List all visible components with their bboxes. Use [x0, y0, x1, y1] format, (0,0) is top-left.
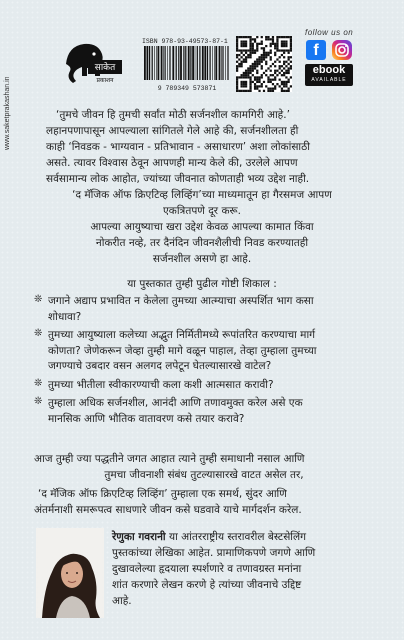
publisher-logo	[58, 34, 128, 90]
intro-quote: ‘तुमचे जीवन हि तुमची सर्वांत मोठी सर्जनशील कामगिरी आहे.’	[56, 109, 290, 121]
list-item	[34, 294, 317, 325]
qr-code[interactable]	[236, 36, 292, 92]
barcode-block	[142, 38, 232, 92]
intro-line: ‘द मॅजिक ऑफ क्रिएटिव्ह लिव्हिंग’च्या माध्यमातून हा गैरसमज आपण	[72, 189, 332, 201]
author-bio-line: दुखावलेल्या हृदयाला स्पर्शणारे व तणावग्रस्त मनांना	[112, 563, 302, 575]
list-item	[34, 328, 317, 375]
follow-us-text: follow us on	[305, 28, 354, 37]
bullet-line: मानसिक आणि भौतिक वातावरण कसे तयार करावे?	[48, 412, 245, 425]
bullet-icon: ❊	[34, 294, 43, 305]
isbn-text: ISBN 978-93-49573-87-1	[142, 38, 228, 45]
intro-line: एकत्रितपणे दूर करू.	[162, 205, 242, 217]
barcode-number: 9 789349 573871	[157, 85, 217, 92]
closing-line: आज तुम्ही ज्या पद्धतीने जगत आहात त्याने तुम्ही समाधानी नसाल आणि	[34, 453, 305, 465]
bullet-line: कोणता? जेणेकरून जेव्हा तुम्ही मागे वळून पाहाल, तेव्हा तुम्हाला तुमच्या	[48, 344, 317, 357]
author-bio-line: पुस्तकांच्या लेखिका आहेत. प्रामाणिकपणे जगणे आणि	[112, 547, 316, 559]
closing-line: अंतर्मनाशी समरूपत्व साधणारे जीवन कसे घडवावे याचे मार्गदर्शन करेल.	[34, 504, 302, 516]
learn-heading: या पुस्तकात तुम्ही पुढील गोष्टी शिकाल :	[127, 278, 277, 290]
closing-line: तुमचा जीवनाशी संबंध तुटल्यासारखे वाटत असेल तर,	[104, 469, 304, 481]
bullet-line: जगाने अद्याप प्रभावित न केलेला तुमच्या आत्म्याचा अस्पर्शित भाग कसा	[48, 295, 314, 307]
closing-line: ‘द मॅजिक ऑफ क्रिएटिव्ह लिव्हिंग’ तुम्हाला एक समर्थ, सुंदर आणि	[38, 488, 287, 500]
ebook-badge[interactable]	[305, 64, 353, 86]
intro-line: सर्जनशील असणे हा आहे.	[152, 253, 252, 265]
bullet-list	[34, 294, 317, 427]
bullet-line: तुमच्या भीतीला स्वीकारण्याची कला कशी आत्मसात करावी?	[48, 378, 274, 391]
intro-line: लहानपणापासून आपल्याला सांगितले गेले आहे की, सर्जनशीलता ही	[46, 125, 299, 137]
ebook-sub: AVAILABLE	[311, 77, 347, 83]
list-item	[34, 396, 317, 427]
bullet-icon: ❊	[34, 328, 43, 339]
author-bio-line: शांत करणारे लेखन करणे हे त्यांच्या जीवनाचे उद्दिष्ट	[112, 579, 302, 591]
author-bio-line: या आंतरराष्ट्रीय स्तरावरील बेस्टसेलिंग	[165, 531, 307, 543]
author-name: रेणुका गवरानी	[112, 531, 166, 543]
intro-line: आपल्या आयुष्याचा खरा उद्देश केवळ आपल्या कामात किंवा	[90, 221, 314, 233]
intro-line: काही ‘निवडक - भाग्यवान - प्रतिभावान - असाधारण’ अशा लोकांसाठी	[46, 141, 310, 153]
bullet-icon: ❊	[34, 377, 43, 389]
publisher-logo-sub: प्रकाशन	[96, 77, 114, 84]
instagram-icon[interactable]	[332, 40, 352, 60]
bullet-line: तुमच्या आयुष्याला कलेच्या अद्भुत निर्मितीमध्ये रूपांतरित करण्याचा मार्ग	[48, 329, 316, 341]
bullet-line: जगण्याचे उबदार वसन अलगद लपेटून घेतल्यासारखे वाटेल?	[48, 360, 272, 372]
bullet-line: शोधावा?	[48, 310, 82, 323]
bullet-icon: ❊	[34, 396, 43, 407]
barcode	[142, 45, 232, 81]
publisher-url: www.saketprakashan.in	[4, 76, 11, 150]
list-item	[34, 378, 317, 394]
publisher-logo-text: साकेत	[94, 63, 116, 73]
bullet-line: तुम्हाला अधिक सर्जनशील, आनंदी आणि तणावमुक्त करेल असे एक	[48, 397, 303, 409]
intro-line: सर्वसामान्य लोक आहोत, ज्यांच्या जीवनात कोणताही भव्य उद्देश नाही.	[46, 173, 310, 185]
ebook-label: ebook	[312, 64, 346, 76]
facebook-icon[interactable]: f	[306, 40, 326, 60]
intro-line: नोकरीत नव्हे, तर दैनंदिन जीवनशैलीची निवड करण्यातही	[95, 237, 309, 249]
intro-line: असते. त्यावर विश्वास ठेवून आपणही मान्य केले की, उरलेले आपण	[46, 157, 298, 169]
author-photo	[36, 528, 104, 618]
author-bio-first	[112, 530, 306, 546]
author-bio-line: आहे.	[112, 595, 132, 607]
